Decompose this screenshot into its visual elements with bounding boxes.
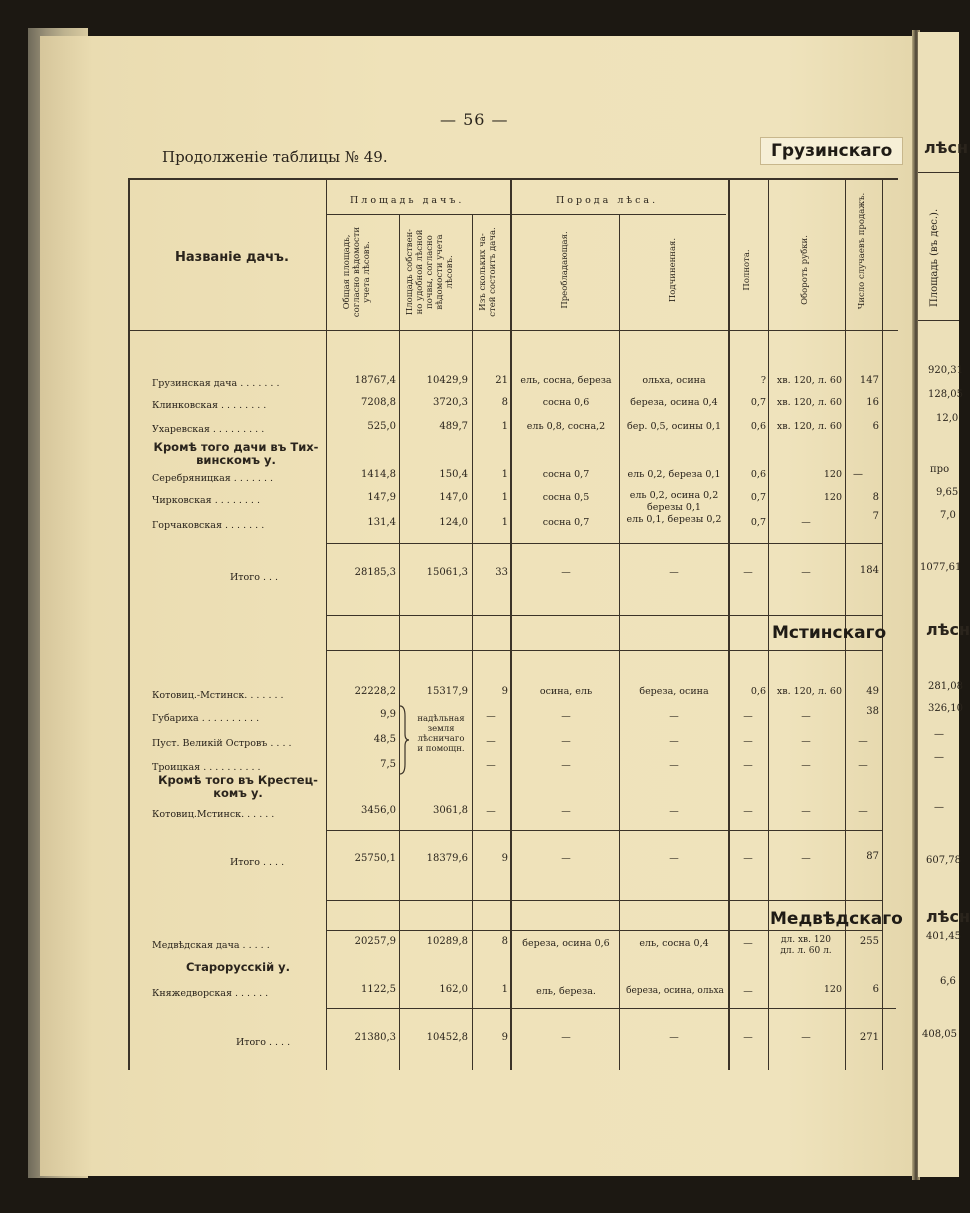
col-rule bbox=[510, 180, 512, 1070]
cell-density: — bbox=[743, 760, 753, 771]
cell-rotation: хв. 120, л. 60 bbox=[776, 421, 842, 432]
header-bottom-rule bbox=[128, 330, 898, 331]
cell-density: — bbox=[743, 711, 753, 722]
total-total-area: 21380,3 bbox=[354, 1032, 396, 1043]
cell-own-area: 10429,9 bbox=[426, 375, 468, 386]
cell-sales: 147 bbox=[859, 375, 879, 386]
cell-own-area: 3720,3 bbox=[433, 397, 468, 408]
cell-rotation: хв. 120, л. 60 bbox=[776, 686, 842, 697]
total-own-area: 18379,6 bbox=[426, 853, 468, 864]
header-name-column: Названіе дачъ. bbox=[175, 250, 289, 265]
cell-secondary: береза, осина bbox=[639, 686, 709, 697]
cell-density: 0,7 bbox=[750, 492, 766, 503]
cell-parts: — bbox=[486, 736, 496, 747]
total-rotation: — bbox=[801, 1032, 811, 1043]
subheading-staraya-russa: Старорусскій у. bbox=[185, 960, 291, 974]
next-page-column-header: Площадь (въ дес.). bbox=[929, 208, 940, 307]
section-rule bbox=[326, 900, 882, 901]
cell-parts: 8 bbox=[501, 936, 508, 947]
total-own-area: 10452,8 bbox=[426, 1032, 468, 1043]
total-total-area: 25750,1 bbox=[354, 853, 396, 864]
cell-dominant: ель, сосна, береза bbox=[520, 375, 612, 386]
cell-total-area: 7,5 bbox=[380, 759, 396, 770]
header-total-area: Общая площадь, согласно вѣдомости учета лѣсовъ. bbox=[342, 226, 372, 318]
cell-secondary: бер. 0,5, осины 0,1 bbox=[626, 421, 721, 432]
total-sales: 271 bbox=[859, 1032, 879, 1043]
cell-secondary: — bbox=[669, 736, 679, 747]
cell-secondary: ель 0,2, береза 0,1 bbox=[627, 469, 721, 480]
cell-parts: — bbox=[486, 760, 496, 771]
next-page-value: 7,0 bbox=[940, 510, 956, 521]
total-rotation: — bbox=[801, 853, 811, 864]
total-parts: 33 bbox=[495, 567, 508, 578]
cell-sales: — bbox=[858, 806, 868, 817]
next-page-heading-2: лѣсн bbox=[926, 620, 970, 639]
total-secondary: — bbox=[669, 567, 679, 578]
cell-density: ? bbox=[760, 375, 766, 386]
cell-rotation: 120 bbox=[823, 492, 842, 503]
cell-rotation: 120 bbox=[823, 469, 842, 480]
next-page-value: — bbox=[934, 802, 944, 813]
cell-total-area: 48,5 bbox=[373, 734, 396, 745]
table-top-rule bbox=[128, 178, 898, 180]
col-rule bbox=[472, 214, 473, 1070]
table-row-name: Котовиц.-Мстинск. . . . . . . bbox=[152, 690, 284, 701]
cell-sales: 38 bbox=[866, 706, 879, 717]
cell-dominant: ель 0,8, сосна,2 bbox=[526, 421, 606, 432]
cell-density: — bbox=[743, 938, 753, 949]
cell-rotation: — bbox=[801, 760, 811, 771]
subheading-kresttsy: Кромѣ того въ Крестец-комъ у. bbox=[158, 773, 318, 800]
total-own-area: 15061,3 bbox=[426, 567, 468, 578]
cell-dominant: сосна 0,7 bbox=[542, 469, 590, 480]
next-page-value: — bbox=[934, 729, 944, 740]
cell-density: — bbox=[743, 986, 753, 997]
total-secondary: — bbox=[669, 1032, 679, 1043]
cell-own-area: 10289,8 bbox=[426, 936, 468, 947]
table-row-name: Медвѣдская дача . . . . . bbox=[152, 940, 270, 951]
next-page-value: про bbox=[930, 464, 950, 475]
table-row-name: Чирковская . . . . . . . . bbox=[152, 495, 260, 506]
cell-secondary: ольха, осина bbox=[642, 375, 706, 386]
cell-rotation: дл. хв. 120 bbox=[780, 935, 832, 945]
total-parts: 9 bbox=[501, 853, 508, 864]
continuation-title: Продолженіе таблицы № 49. bbox=[162, 148, 388, 166]
cell-sales: 6 bbox=[872, 421, 879, 432]
cell-secondary: береза, осина, ольха bbox=[626, 986, 724, 996]
cell-own-area: 162,0 bbox=[439, 984, 468, 995]
cell-dominant: сосна 0,5 bbox=[542, 492, 590, 503]
brace-icon bbox=[398, 704, 410, 776]
table-row-name: Ухаревская . . . . . . . . . bbox=[152, 424, 265, 435]
cell-parts: 9 bbox=[501, 686, 508, 697]
table-row-name: Грузинская дача . . . . . . . bbox=[152, 378, 280, 389]
cell-dominant: береза, осина 0,6 bbox=[522, 938, 610, 949]
next-page-value: 6,6 bbox=[940, 976, 956, 987]
next-page-value: 408,05 bbox=[922, 1029, 957, 1040]
cell-dominant: — bbox=[561, 736, 571, 747]
cell-total-area: 9,9 bbox=[380, 709, 396, 720]
cell-own-area: 3061,8 bbox=[433, 805, 468, 816]
cell-density: 0,7 bbox=[750, 397, 766, 408]
page bbox=[40, 36, 918, 1176]
cell-total-area: 131,4 bbox=[367, 517, 396, 528]
header-sales: Число случаевъ продажъ. bbox=[857, 192, 867, 310]
total-rule bbox=[326, 543, 882, 544]
cell-own-area: 15317,9 bbox=[426, 686, 468, 697]
cell-total-area: 1414,8 bbox=[361, 469, 396, 480]
total-total-area: 28185,3 bbox=[354, 567, 396, 578]
cell-rotation: — bbox=[801, 736, 811, 747]
cell-secondary: ель 0,1, березы 0,2 bbox=[626, 514, 722, 525]
total-parts: 9 bbox=[501, 1032, 508, 1043]
cell-own-area: 150,4 bbox=[439, 469, 468, 480]
cell-parts: 1 bbox=[501, 469, 508, 480]
table-left-rule bbox=[128, 178, 130, 1070]
cell-sales: 49 bbox=[866, 686, 879, 697]
section-rule bbox=[326, 930, 882, 931]
total-sales: 87 bbox=[866, 851, 879, 862]
cell-total-area: 18767,4 bbox=[354, 375, 396, 386]
header-density: Полнота. bbox=[742, 249, 752, 291]
cell-dominant: сосна 0,7 bbox=[542, 517, 590, 528]
total-label: Итого . . . . bbox=[236, 1037, 291, 1048]
table-row-name: Серебряницкая . . . . . . . bbox=[152, 473, 274, 484]
cell-sales: 255 bbox=[859, 936, 879, 947]
section-rule bbox=[326, 615, 882, 616]
total-rule bbox=[326, 1008, 896, 1009]
cell-own-area: 124,0 bbox=[439, 517, 468, 528]
cell-parts: 8 bbox=[501, 397, 508, 408]
header-species-group: Порода лѣса. bbox=[556, 195, 659, 206]
total-rotation: — bbox=[801, 567, 811, 578]
cell-dominant: ель, береза. bbox=[536, 986, 596, 997]
next-page-value: — bbox=[934, 752, 944, 763]
next-page-value: 9,65 bbox=[936, 487, 959, 498]
col-rule bbox=[728, 180, 730, 1070]
next-page-value: 401,45 bbox=[926, 931, 961, 942]
cell-density: 0,6 bbox=[750, 469, 766, 480]
cell-total-area: 1122,5 bbox=[361, 984, 396, 995]
cell-sales: — bbox=[858, 736, 868, 747]
page-number: — 56 — bbox=[440, 110, 509, 129]
next-page-value: 281,08 bbox=[928, 681, 963, 692]
brace-note: надѣльная земля лѣсничаго и помощн. bbox=[417, 714, 465, 754]
cell-parts: — bbox=[486, 806, 496, 817]
header-area-group: Площадь дачъ. bbox=[350, 195, 465, 206]
next-page-value: 128,05 bbox=[928, 389, 963, 400]
cell-own-area: 147,0 bbox=[439, 492, 468, 503]
header-secondary: Подчиненная. bbox=[668, 237, 678, 303]
cell-total-area: 3456,0 bbox=[361, 805, 396, 816]
cell-secondary: ель 0,2, осина 0,2 bbox=[629, 490, 719, 501]
section-rule bbox=[326, 650, 882, 651]
cell-dominant: осина, ель bbox=[539, 686, 593, 697]
cell-sales: 8 bbox=[872, 492, 879, 503]
next-page-heading-1: лѣсн bbox=[924, 138, 969, 157]
next-page-value: 920,31 bbox=[928, 365, 963, 376]
table-row-name: Котовиц.Мстинск. . . . . . bbox=[152, 809, 275, 820]
cell-secondary-line2: березы 0,1 bbox=[647, 502, 701, 513]
rule bbox=[918, 320, 959, 321]
cell-dominant: сосна 0,6 bbox=[542, 397, 590, 408]
cell-rotation: — bbox=[801, 711, 811, 722]
col-rule bbox=[619, 214, 620, 1070]
section-heading-medved: Медвѣдскаго bbox=[770, 909, 903, 929]
cell-dominant: — bbox=[561, 760, 571, 771]
table-row-name: Княжедворская . . . . . . bbox=[152, 988, 269, 999]
cell-sales: 6 bbox=[872, 984, 879, 995]
cell-total-area: 7208,8 bbox=[361, 397, 396, 408]
cell-rotation-line2: дл. л. 60 л. bbox=[780, 946, 832, 956]
total-dominant: — bbox=[561, 567, 571, 578]
total-density: — bbox=[743, 567, 753, 578]
cell-rotation: хв. 120, л. 60 bbox=[776, 397, 842, 408]
cell-parts: 1 bbox=[501, 517, 508, 528]
total-rule bbox=[326, 830, 882, 831]
total-density: — bbox=[743, 853, 753, 864]
cell-total-area: 525,0 bbox=[367, 421, 396, 432]
section-heading-mstinsk: Мстинскаго bbox=[772, 623, 887, 643]
rule bbox=[918, 172, 959, 173]
next-page-value: 12,0 bbox=[936, 413, 959, 424]
cell-sales: — bbox=[853, 469, 863, 480]
col-rule bbox=[768, 180, 769, 1070]
next-page-value: 607,78 bbox=[926, 855, 961, 866]
col-rule bbox=[399, 214, 400, 1070]
next-page-value: 326,10 bbox=[928, 703, 963, 714]
table-row-name: Губариха . . . . . . . . . . bbox=[152, 713, 260, 724]
cell-rotation: — bbox=[801, 806, 811, 817]
cell-density: 0,6 bbox=[750, 421, 766, 432]
cell-secondary: — bbox=[669, 711, 679, 722]
cell-rotation: 120 bbox=[823, 984, 842, 995]
total-label: Итого . . . . bbox=[230, 857, 285, 868]
header-parts: Изъ скольких ча- стей состоитъ дача. bbox=[478, 227, 498, 317]
cell-density: — bbox=[743, 806, 753, 817]
table-row-name: Горчаковская . . . . . . . bbox=[152, 520, 265, 531]
cell-dominant: — bbox=[561, 711, 571, 722]
cell-density: 0,6 bbox=[750, 686, 766, 697]
cell-density: — bbox=[743, 736, 753, 747]
cell-own-area: 489,7 bbox=[439, 421, 468, 432]
cell-total-area: 147,9 bbox=[367, 492, 396, 503]
cell-total-area: 22228,2 bbox=[354, 686, 396, 697]
cell-parts: 1 bbox=[501, 984, 508, 995]
cell-secondary: — bbox=[669, 760, 679, 771]
cell-parts: — bbox=[486, 711, 496, 722]
cell-density: 0,7 bbox=[750, 517, 766, 528]
table-row-name: Троицкая . . . . . . . . . . bbox=[152, 762, 261, 773]
cell-secondary: береза, осина 0,4 bbox=[630, 397, 718, 408]
cell-parts: 1 bbox=[501, 492, 508, 503]
next-page bbox=[918, 32, 970, 1177]
total-sales: 184 bbox=[859, 565, 879, 576]
header-own-area: Площадь собствен- но удобной лѣсной почвы, согласно вѣдомости учета лѣсовъ. bbox=[405, 228, 455, 316]
cell-sales: 16 bbox=[866, 397, 879, 408]
header-rotation: Оборотъ рубки. bbox=[800, 235, 810, 305]
cell-rotation: хв. 120, л. 60 bbox=[776, 375, 842, 386]
total-dominant: — bbox=[561, 853, 571, 864]
cell-parts: 21 bbox=[495, 375, 508, 386]
cell-secondary: ель, сосна 0,4 bbox=[639, 938, 709, 949]
table-row-name: Пуст. Великій Островъ . . . . bbox=[152, 738, 292, 749]
next-page-value: 1077,61 bbox=[920, 562, 962, 573]
cell-parts: 1 bbox=[501, 421, 508, 432]
cell-total-area: 20257,9 bbox=[354, 936, 396, 947]
col-rule bbox=[326, 180, 327, 1070]
table-row-name: Клинковская . . . . . . . . bbox=[152, 400, 267, 411]
subheading-tikhvin: Кромѣ того дачи въ Тих-винскомъ у. bbox=[153, 440, 319, 467]
total-dominant: — bbox=[561, 1032, 571, 1043]
cell-rotation: — bbox=[801, 517, 811, 528]
total-density: — bbox=[743, 1032, 753, 1043]
section-banner-gruzinsk: Грузинскаго bbox=[760, 137, 903, 165]
cell-sales: 7 bbox=[872, 511, 879, 522]
cell-secondary: — bbox=[669, 806, 679, 817]
cell-dominant: — bbox=[561, 806, 571, 817]
next-page-heading-3: лѣсн bbox=[926, 907, 970, 926]
cell-sales: — bbox=[858, 760, 868, 771]
header-dominant: Преобладающая. bbox=[560, 231, 570, 309]
group-header-rule bbox=[326, 214, 726, 215]
total-label: Итого . . . bbox=[230, 572, 279, 583]
total-secondary: — bbox=[669, 853, 679, 864]
